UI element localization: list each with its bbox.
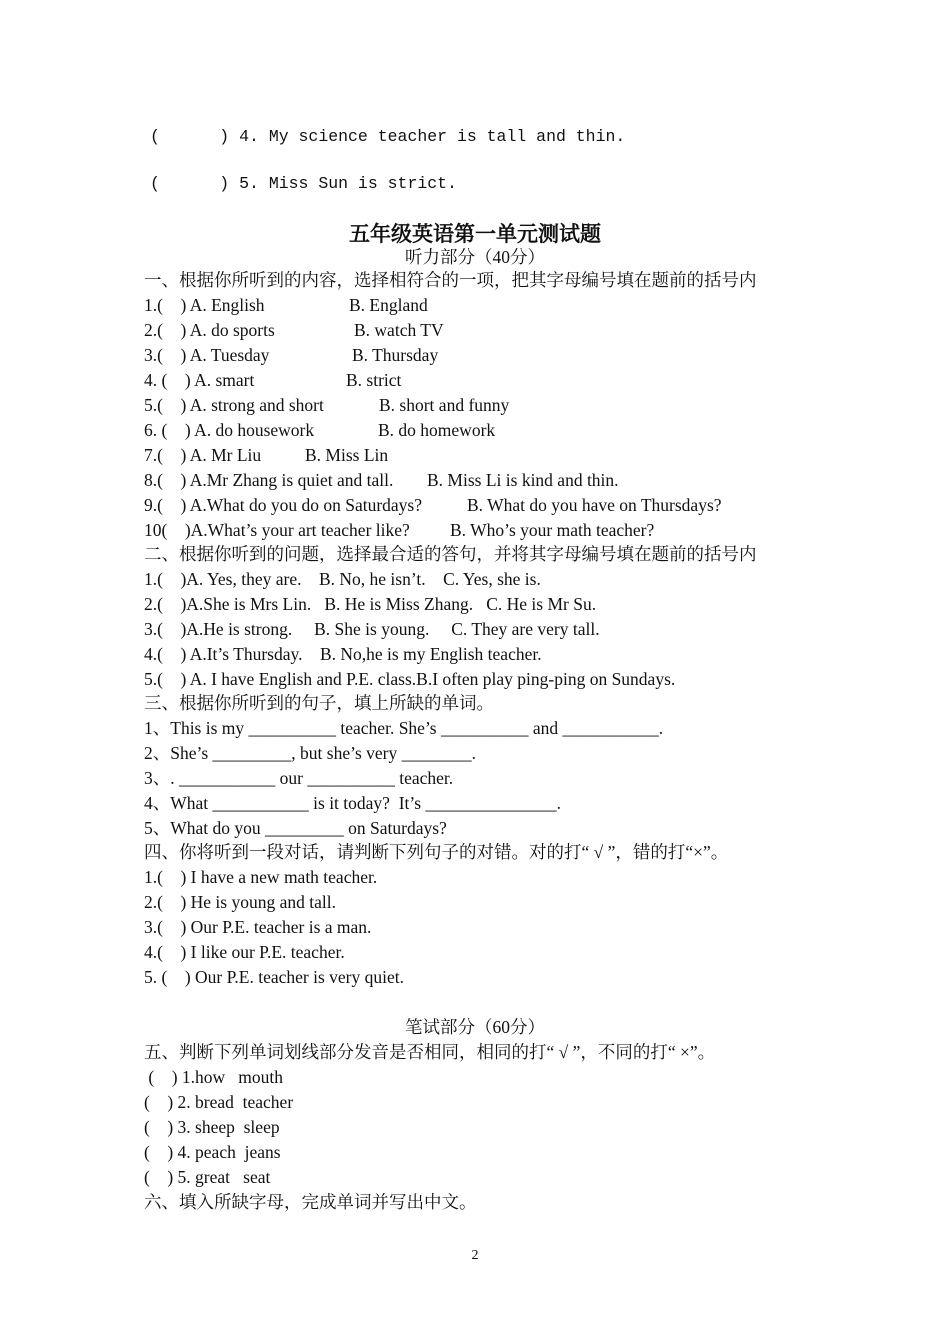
item-option-b: B. Miss Lin (305, 445, 389, 465)
section-1-item (144, 393, 510, 418)
item-option-a: 8.( ) A.Mr Zhang is quiet and tall. (144, 470, 394, 490)
item-option-b: B. England (349, 295, 428, 315)
item-option-a: 6. ( ) A. do housework (144, 420, 315, 440)
section-5-heading: 五、判断下列单词划线部分发音是否相同，相同的打“ √ ”，不同的打“ ×”。 (144, 1042, 716, 1062)
section-5-item: ( ) 4. peach jeans (144, 1142, 281, 1162)
section-4-item: 1.( ) I have a new math teacher. (144, 867, 378, 887)
item-option-a: 4. ( ) A. smart (144, 370, 255, 390)
section-5-item: ( ) 2. bread teacher (144, 1092, 294, 1112)
section-4-item: 3.( ) Our P.E. teacher is a man. (144, 917, 372, 937)
section-1-item (144, 368, 402, 393)
item-option-b: B. short and funny (379, 395, 510, 415)
section-5-item: ( ) 5. great seat (144, 1167, 271, 1187)
section-1-heading: 一、根据你所听到的内容，选择相符合的一项，把其字母编号填在题前的括号内 (144, 270, 757, 290)
section-1-item (144, 318, 444, 343)
item-option-a: 10( )A.What’s your art teacher like? (144, 520, 410, 540)
section-2-item: 1.( )A. Yes, they are. B. No, he isn’t. C. Yes, she is. (144, 569, 541, 589)
section-3-heading: 三、根据你所听到的句子，填上所缺的单词。 (144, 693, 494, 713)
section-2-heading: 二、根据你听到的问题，选择最合适的答句，并将其字母编号填在题前的括号内 (144, 544, 757, 564)
item-option-b: B. What do you have on Thursdays? (467, 495, 722, 515)
item-option-a: 3.( ) A. Tuesday (144, 345, 270, 365)
section-4-item: 2.( ) He is young and tall. (144, 892, 336, 912)
section-4-heading: 四、你将听到一段对话，请判断下列句子的对错。对的打“ √ ”，错的打“×”。 (144, 842, 729, 862)
section-3-item: 3、. ___________ our __________ teacher. (144, 768, 454, 788)
section-1-item (144, 518, 655, 543)
item-option-b: B. Thursday (352, 345, 439, 365)
item-option-b: B. do homework (378, 420, 496, 440)
section-6-heading: 六、填入所缺字母，完成单词并写出中文。 (144, 1192, 477, 1212)
section-3-item: 5、What do you _________ on Saturdays? (144, 818, 447, 838)
page-number: 2 (471, 1248, 479, 1263)
section-5-item: ( ) 3. sheep sleep (144, 1117, 280, 1137)
section-2-item: 4.( ) A.It’s Thursday. B. No,he is my English teacher. (144, 644, 542, 664)
item-option-a: 2.( ) A. do sports (144, 320, 275, 340)
page-title: 五年级英语第一单元测试题 (349, 222, 601, 246)
written-header: 笔试部分（60分） (405, 1017, 545, 1037)
section-5-item: ( ) 1.how mouth (144, 1067, 284, 1087)
item-option-a: 9.( ) A.What do you do on Saturdays? (144, 495, 423, 515)
section-1-item (144, 468, 619, 493)
listening-header: 听力部分（40分） (405, 247, 545, 267)
section-3-item: 2、She’s _________, but she’s very ________. (144, 743, 477, 763)
item-option-a: 1.( ) A. English (144, 295, 265, 315)
section-4-item: 4.( ) I like our P.E. teacher. (144, 942, 345, 962)
top-question-4: ( ) 4. My science teacher is tall and thin. (150, 127, 626, 146)
section-2-item: 3.( )A.He is strong. B. She is young. C. They are very tall. (144, 619, 600, 639)
item-option-a: 7.( ) A. Mr Liu (144, 445, 262, 465)
section-2-item: 2.( )A.She is Mrs Lin. B. He is Miss Zhang. C. He is Mr Su. (144, 594, 597, 614)
section-1-item (144, 343, 439, 368)
section-3-item: 1、This is my __________ teacher. She’s __________ and ___________. (144, 718, 664, 738)
section-1-item (144, 293, 428, 318)
section-3-item: 4、What ___________ is it today? It’s _______________. (144, 793, 562, 813)
item-option-b: B. Miss Li is kind and thin. (427, 470, 619, 490)
section-1-item (144, 418, 496, 443)
item-option-a: 5.( ) A. strong and short (144, 395, 324, 415)
section-1-item (144, 493, 722, 518)
section-1-item (144, 443, 389, 468)
section-2-item: 5.( ) A. I have English and P.E. class.B.I often play ping-ping on Sundays. (144, 669, 676, 689)
item-option-b: B. Who’s your math teacher? (450, 520, 655, 540)
section-4-item: 5. ( ) Our P.E. teacher is very quiet. (144, 967, 404, 987)
item-option-b: B. watch TV (354, 320, 444, 340)
item-option-b: B. strict (346, 370, 402, 390)
top-question-5: ( ) 5. Miss Sun is strict. (150, 174, 457, 193)
